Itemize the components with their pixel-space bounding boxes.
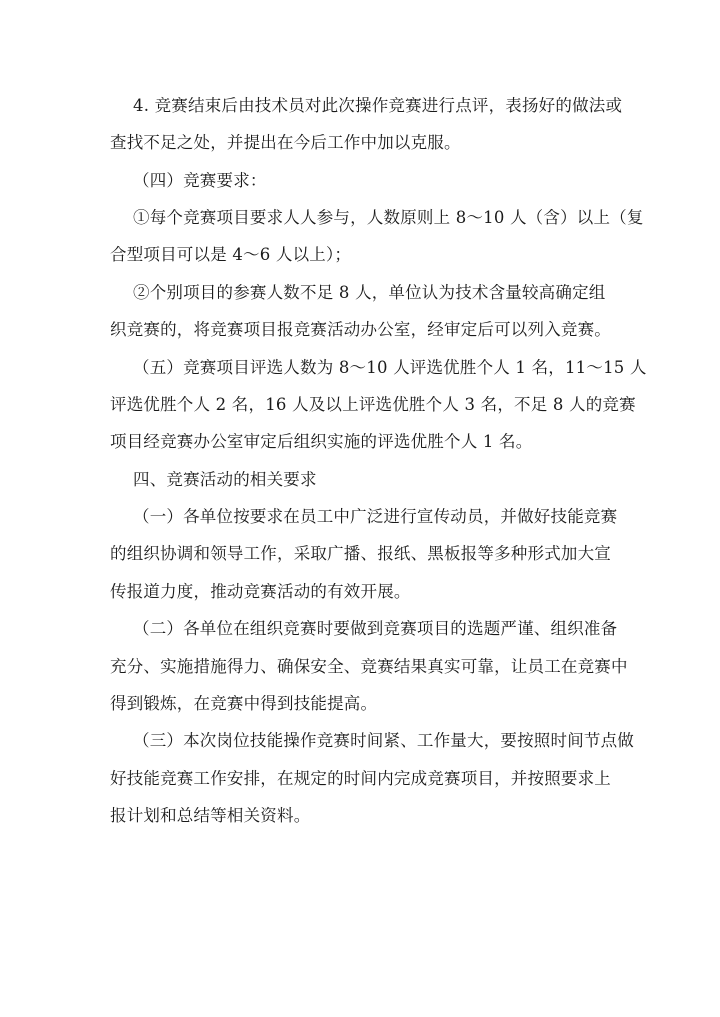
paragraph-line: 传报道力度，推动竞赛活动的有效开展。 bbox=[110, 582, 411, 601]
paragraph-line: 项目经竞赛办公室审定后组织实施的评选优胜个人 1 名。 bbox=[110, 432, 533, 451]
paragraph-line: ②个别项目的参赛人数不足 8 人，单位认为技术含量较高确定组 bbox=[133, 283, 606, 302]
paragraph-line: 好技能竞赛工作安排，在规定的时间内完成竞赛项目，并按照要求上 bbox=[110, 769, 611, 788]
paragraph-line: 4. 竞赛结束后由技术员对此次操作竞赛进行点评，表扬好的做法或 bbox=[133, 96, 623, 115]
paragraph-line: ①每个竞赛项目要求人人参与，人数原则上 8～10 人（含）以上（复 bbox=[133, 208, 644, 227]
paragraph-line: 的组织协调和领导工作，采取广播、报纸、黑板报等多种形式加大宣 bbox=[110, 544, 611, 563]
paragraph-line: 充分、实施措施得力、确保安全、竞赛结果真实可靠，让员工在竞赛中 bbox=[110, 657, 628, 676]
section-heading: （四）竞赛要求： bbox=[133, 171, 267, 190]
paragraph-line: 得到锻炼，在竞赛中得到技能提高。 bbox=[110, 694, 378, 713]
section-heading: 四、竞赛活动的相关要求 bbox=[133, 470, 317, 489]
paragraph-line: 评选优胜个人 2 名，16 人及以上评选优胜个人 3 名，不足 8 人的竞赛 bbox=[110, 395, 636, 414]
paragraph-line: （三）本次岗位技能操作竞赛时间紧、工作量大，要按照时间节点做 bbox=[133, 731, 634, 750]
paragraph-line: 织竞赛的，将竞赛项目报竞赛活动办公室，经审定后可以列入竞赛。 bbox=[110, 320, 611, 339]
paragraph-line: （五）竞赛项目评选人数为 8～10 人评选优胜个人 1 名，11～15 人 bbox=[133, 358, 647, 377]
paragraph-line: 报计划和总结等相关资料。 bbox=[110, 806, 311, 825]
paragraph-line: （二）各单位在组织竞赛时要做到竞赛项目的选题严谨、组织准备 bbox=[133, 619, 618, 638]
paragraph-line: 查找不足之处，并提出在今后工作中加以克服。 bbox=[110, 133, 461, 152]
paragraph-line: 合型项目可以是 4～6 人以上）； bbox=[110, 245, 352, 264]
paragraph-line: （一）各单位按要求在员工中广泛进行宣传动员，并做好技能竞赛 bbox=[133, 507, 618, 526]
